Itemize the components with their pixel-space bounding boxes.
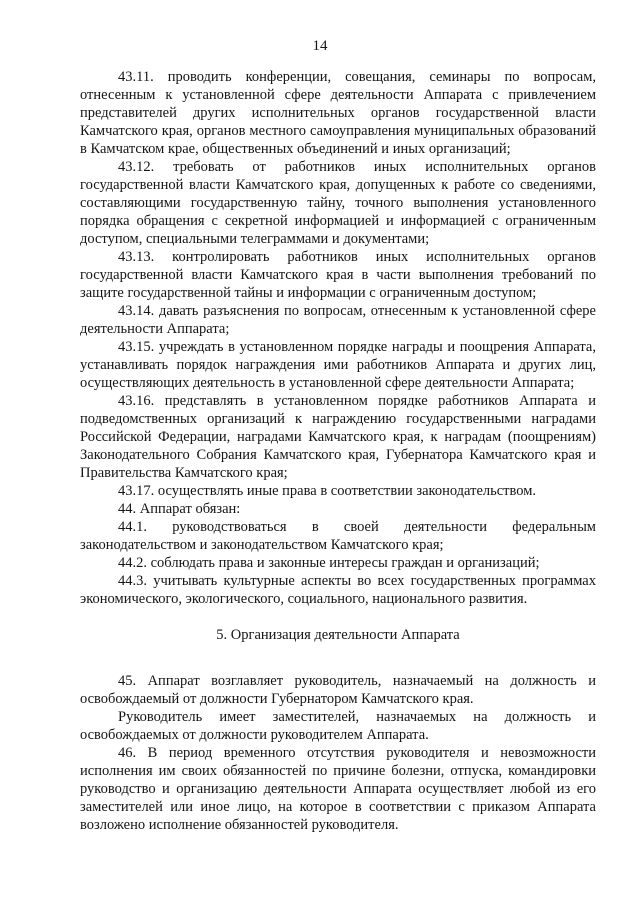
- paragraph-43-17: 43.17. осуществлять иные права в соответствии законодательством.: [118, 483, 537, 499]
- paragraph-43-11: 43.11. проводить конференции, совещания, семинары по вопросам, отнесенным к установленной сфере деятельности Аппарата с привлечением представителей других исполнительных органов государственной власти Камчатского края, органов местного самоуправления муниципальных образований в Камчатском крае, общественных объединений и иных организаций;: [80, 69, 596, 157]
- paragraph-45-deputies: Руководитель имеет заместителей, назначаемых на должность и освобождаемых от должности руководителем Аппарата.: [80, 709, 596, 743]
- paragraph-44-3: 44.3. учитывать культурные аспекты во всех государственных программах экономического, экологического, социального, национального развития.: [80, 573, 596, 607]
- paragraph-43-16: 43.16. представлять в установленном порядке работников Аппарата и подведомственных организаций к награждению государственными наградами Российской Федерации, наградами Камчатского края, к наградам (поощрениям) Законодательного Собрания Камчатского края, Губернатора Камчатского края и Правительства Камчатского края;: [80, 393, 596, 481]
- paragraph-43-15: 43.15. учреждать в установленном порядке награды и поощрения Аппарата, устанавливать порядок награждения ими работников Аппарата и других лиц, осуществляющих деятельность в установленной сфере деятельности Аппарата;: [80, 339, 596, 391]
- paragraph-44-2: 44.2. соблюдать права и законные интересы граждан и организаций;: [118, 555, 540, 571]
- paragraph-46: 46. В период временного отсутствия руководителя и невозможности исполнения им своих обязанностей по причине болезни, отпуска, командировки руководство и организацию деятельности Аппарата осуществляет любой из его заместителей или иное лицо, на которое в соответствии с приказом Аппарата возложено исполнение обязанностей руководителя.: [80, 745, 596, 833]
- paragraph-43-14: 43.14. давать разъяснения по вопросам, отнесенным к установленной сфере деятельности Аппарата;: [80, 303, 596, 337]
- paragraph-43-12: 43.12. требовать от работников иных исполнительных органов государственной власти Камчатского края, допущенных к работе со сведениями, составляющими государственную тайну, точного выполнения установленного порядка обращения с секретной информацией и информацией с ограниченным доступом, специальными телеграммами и документами;: [80, 159, 596, 247]
- section-heading: 5. Организация деятельности Аппарата: [216, 627, 460, 643]
- paragraph-43-13: 43.13. контролировать работников иных исполнительных органов государственной власти Камчатского края в части выполнения требований по защите государственной тайны и информации с ограниченным доступом;: [80, 249, 596, 301]
- document-body: [80, 68, 596, 834]
- paragraph-44-1: 44.1. руководствоваться в своей деятельности федеральным законодательством и законодательством Камчатского края;: [80, 519, 596, 553]
- paragraph-44: 44. Аппарат обязан:: [118, 501, 241, 517]
- paragraph-45: 45. Аппарат возглавляет руководитель, назначаемый на должность и освобождаемый от должности Губернатором Камчатского края.: [80, 673, 596, 707]
- page-number: 14: [312, 38, 328, 54]
